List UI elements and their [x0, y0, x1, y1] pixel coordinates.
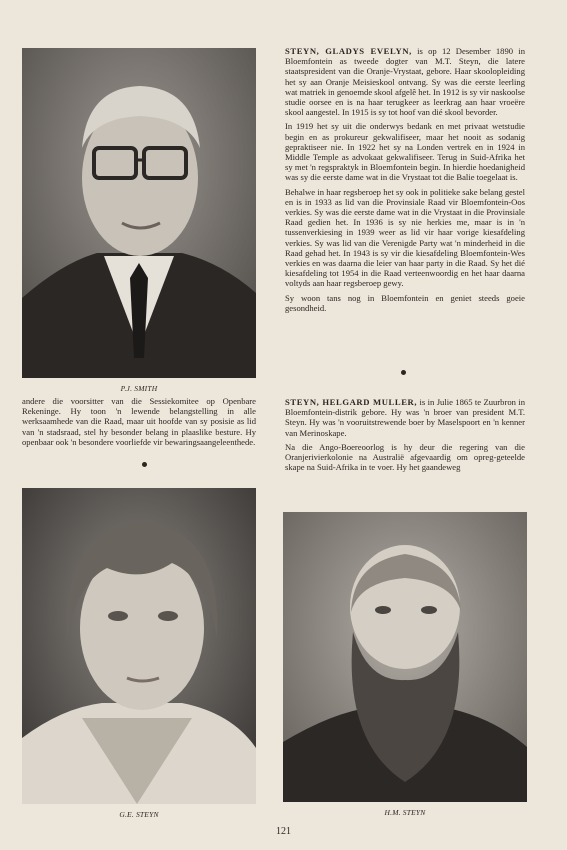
- helgard-paragraph-1: [285, 397, 525, 438]
- gladys-paragraph-2: In 1919 het sy uit die onderwys bedank en met privaat wetstudie begin en as prokureur gekwalifiseer, maar het nooit as sodanig gepraktiseer nie. In 1922 het sy na Londen vertrek en in 1924 in Middle Temple as advokaat gekwalifiseer. Terug in Suid-Afrika het sy met 'n regspraktyk in Bloemfontein begin. In hierdie hoedanigheid was sy die eerste dame wat in die Vrystaat tot die Balie toegelaat is.: [285, 121, 525, 183]
- page-number: 121: [276, 826, 291, 837]
- gladys-paragraph-1-text: is op 12 Desember 1890 in Bloemfontein as tweede dogter van M.T. Steyn, die latere staatspresident van die Oranje-Vrystaat, gebore. Haar skoolopleiding het sy aan Oranje Meisieskool ontvang. Sy was die eerste leerling wat matriek in genoemde skool afgelê het. In 1912 is sy vir naskoolse studie oorsee en is na haar terugkeer as leerkrag aan haar vroeëre skool aangestel. In 1915 is sy tot hoof van dié skool bevorder.: [285, 46, 525, 118]
- helgard-name: STEYN, HELGARD MULLER,: [285, 397, 418, 407]
- gladys-name: STEYN, GLADYS EVELYN,: [285, 46, 412, 56]
- portrait-hm-steyn: [283, 512, 527, 802]
- portrait-pj-smith: [22, 48, 256, 378]
- gladys-paragraph-4: Sy woon tans nog in Bloemfontein en geniet steeds goeie gesondheid.: [285, 292, 525, 313]
- left-continuation-text: [22, 396, 256, 451]
- helgard-paragraph-1-text: is in Julie 1865 te Zuurbron in Bloemfontein-distrik gebore. Hy was 'n broer van president M.T. Steyn. Hy was 'n vooruitstrewende boer by Maselspoort en 'n kenner van Merinoskape.: [285, 397, 525, 438]
- gladys-paragraph-3: Behalwe in haar regsberoep het sy ook in politieke sake belang gestel en is in 1933 as lid van die Provinsiale Raad vir Bloemfontein-Oos verkies. Sy was die eerste dame wat in die Vrystaat in die Provinsiale Raad gedien het. In 1936 is sy nie herkies me, maar is in 'n tussenverkiesing in 1939 weer as lid vir haar vorige kiesafdeling verkies. Sy was lid van die Verenigde Party wat 'n minderheid in die Raad gehad het. In 1943 is sy vir die kiesafdeling Bloemfontein-Wes verkies en was daarna die leier van haar party in die Raad. Sy het dié kiesafdeling tot 1954 in die Raad verteenwoordig en het haar daarna voltyds aan haar regsberoep gewy.: [285, 186, 525, 289]
- portrait-hm-steyn-image: [283, 512, 527, 802]
- portrait-ge-steyn: [22, 488, 256, 804]
- portrait-ge-steyn-image: [22, 488, 256, 804]
- section-bullet: [142, 462, 147, 467]
- gladys-entry: [285, 46, 525, 317]
- helgard-entry: [285, 397, 525, 476]
- left-continuation-paragraph: andere die voorsitter van die Sessiekomitee op Openbare Rekeninge. Hy toon 'n lewende belangstelling in alle werksaamhede van die Raad, maar uit hoofde van sy posisie as lid van 'n stadsraad, stel hy besonder belang in plaaslike besture. Hy openbaar ook 'n besondere voorliefde vir bewaringsaangeleenthede.: [22, 396, 256, 447]
- gladys-paragraph-1: [285, 46, 525, 117]
- portrait-pj-smith-image: [22, 48, 256, 378]
- caption-pj-smith: P.J. SMITH: [120, 384, 158, 393]
- caption-hm-steyn: H.M. STEYN: [384, 808, 426, 817]
- helgard-paragraph-2: Na die Ango-Boereoorlog is hy deur die regering van die Oranjerivierkolonie na Australië afgevaardig om opreg-geteelde skape na Suid-Afrika in te voer. Hy het gaandeweg: [285, 441, 525, 473]
- caption-ge-steyn: G.E. STEYN: [119, 810, 159, 819]
- section-bullet: [401, 370, 406, 375]
